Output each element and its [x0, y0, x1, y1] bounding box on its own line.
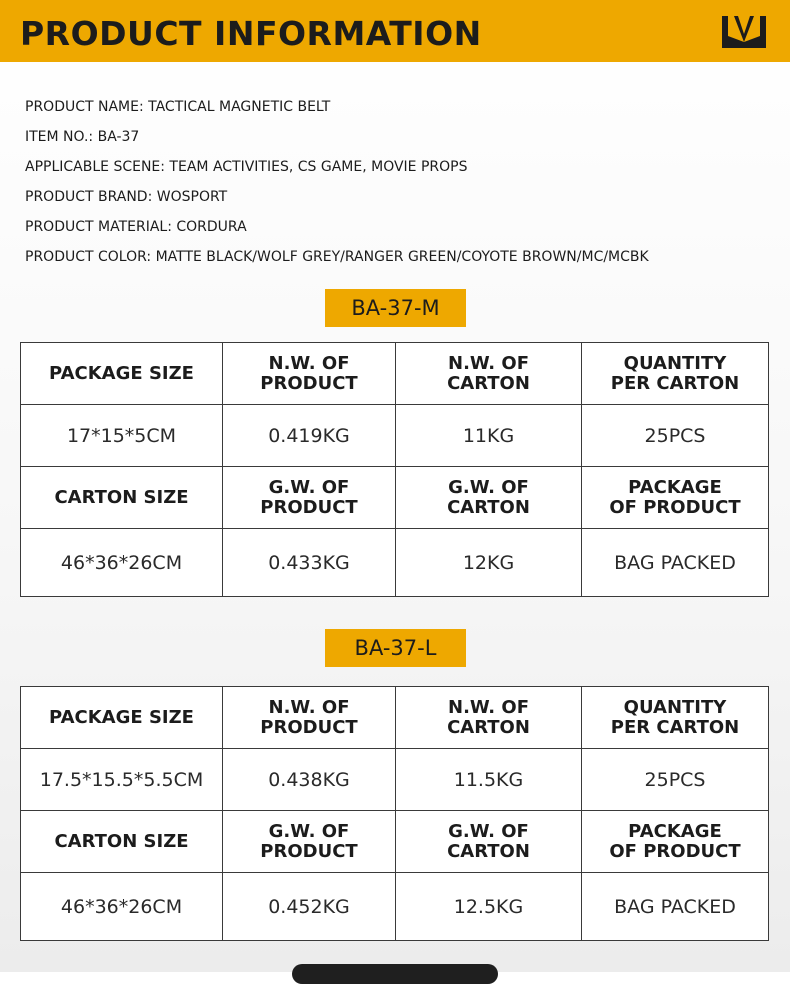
header-gw-carton: G.W. OF CARTON: [396, 811, 582, 873]
header-package-product: PACKAGE OF PRODUCT: [582, 467, 769, 529]
spec-table-l: [20, 686, 769, 941]
value-package-size: 17.5*15.5*5.5CM: [21, 749, 223, 811]
header-gw-carton: G.W. OF CARTON: [396, 467, 582, 529]
header-nw-product: N.W. OF PRODUCT: [223, 343, 396, 405]
header-carton-size: CARTON SIZE: [21, 811, 223, 873]
value-nw-carton: 11KG: [396, 405, 582, 467]
value-nw-product: 0.438KG: [223, 749, 396, 811]
value-gw-product: 0.433KG: [223, 529, 396, 597]
value-carton-size: 46*36*26CM: [21, 873, 223, 941]
value-nw-carton: 11.5KG: [396, 749, 582, 811]
header-package-size: PACKAGE SIZE: [21, 343, 223, 405]
page-title: PRODUCT INFORMATION: [20, 14, 482, 53]
value-carton-size: 46*36*26CM: [21, 529, 223, 597]
value-package-size: 17*15*5CM: [21, 405, 223, 467]
header-qty-carton: QUANTITY PER CARTON: [582, 343, 769, 405]
product-color-line: PRODUCT COLOR: MATTE BLACK/WOLF GREY/RANGER GREEN/COYOTE BROWN/MC/MCBK: [25, 249, 649, 265]
item-number-line: ITEM NO.: BA-37: [25, 129, 140, 145]
header-nw-carton: N.W. OF CARTON: [396, 687, 582, 749]
applicable-scene-line: APPLICABLE SCENE: TEAM ACTIVITIES, CS GAME, MOVIE PROPS: [25, 159, 468, 175]
header-nw-carton: N.W. OF CARTON: [396, 343, 582, 405]
value-gw-carton: 12.5KG: [396, 873, 582, 941]
header-package-product: PACKAGE OF PRODUCT: [582, 811, 769, 873]
model-label-m: BA-37-M: [325, 289, 466, 327]
bottom-bar: [292, 964, 498, 984]
product-brand-line: PRODUCT BRAND: WOSPORT: [25, 189, 228, 205]
value-qty-carton: 25PCS: [582, 749, 769, 811]
product-name-line: PRODUCT NAME: TACTICAL MAGNETIC BELT: [25, 99, 331, 115]
header-package-size: PACKAGE SIZE: [21, 687, 223, 749]
header-carton-size: CARTON SIZE: [21, 467, 223, 529]
value-qty-carton: 25PCS: [582, 405, 769, 467]
product-info-list: [25, 97, 785, 277]
header-qty-carton: QUANTITY PER CARTON: [582, 687, 769, 749]
value-package-product: BAG PACKED: [582, 529, 769, 597]
value-nw-product: 0.419KG: [223, 405, 396, 467]
brand-logo-icon: [720, 12, 768, 52]
header-nw-product: N.W. OF PRODUCT: [223, 687, 396, 749]
header-bar: [0, 0, 790, 62]
product-material-line: PRODUCT MATERIAL: CORDURA: [25, 219, 247, 235]
spec-table-m: [20, 342, 769, 597]
model-label-l: BA-37-L: [325, 629, 466, 667]
value-gw-product: 0.452KG: [223, 873, 396, 941]
header-gw-product: G.W. OF PRODUCT: [223, 811, 396, 873]
value-gw-carton: 12KG: [396, 529, 582, 597]
value-package-product: BAG PACKED: [582, 873, 769, 941]
header-gw-product: G.W. OF PRODUCT: [223, 467, 396, 529]
